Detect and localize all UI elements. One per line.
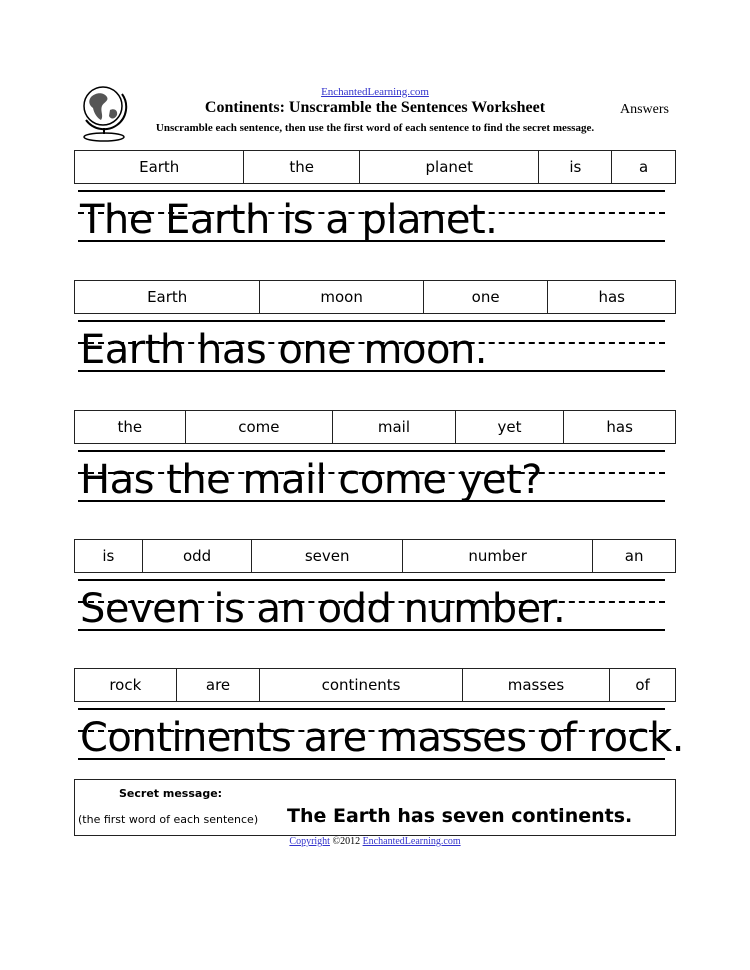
secret-label: Secret message:	[119, 787, 223, 800]
answers-label: Answers	[620, 102, 669, 117]
word-cell: has	[598, 288, 625, 306]
word-cell: masses	[463, 669, 611, 701]
word-cell: the	[244, 151, 360, 183]
word-cell: one	[424, 281, 549, 313]
answer-sentence: Seven is an odd number.	[80, 586, 566, 632]
instructions: Unscramble each sentence, then use the first word of each sentence to find the secret message.	[155, 122, 595, 134]
word-cell: odd	[143, 540, 253, 572]
page-title: Continents: Unscramble the Sentences Worksheet	[204, 99, 546, 116]
word-row	[74, 150, 676, 184]
word-cell: yet	[456, 411, 565, 443]
word-cell: has	[606, 418, 633, 436]
writing-lines	[78, 320, 665, 380]
word-row	[74, 539, 676, 573]
copyright-year: ©2012	[332, 836, 361, 847]
secret-sublabel: (the first word of each sentence)	[78, 813, 259, 826]
footer-site-link[interactable]: EnchantedLearning.com	[362, 836, 461, 847]
answer-sentence: Has the mail come yet?	[80, 457, 542, 503]
writing-lines	[78, 708, 685, 768]
word-cell: number	[403, 540, 593, 572]
word-cell: mail	[333, 411, 456, 443]
writing-lines	[78, 450, 665, 510]
word-cell: continents	[260, 669, 462, 701]
secret-message: The Earth has seven continents.	[287, 805, 633, 827]
word-cell: Earth	[75, 281, 260, 313]
copyright-link[interactable]: Copyright	[289, 836, 330, 847]
answer-sentence: Continents are masses of rock.	[80, 715, 685, 761]
word-cell: of	[635, 676, 650, 694]
word-cell: moon	[260, 281, 423, 313]
word-cell: planet	[360, 151, 539, 183]
word-cell: the	[75, 411, 186, 443]
answer-sentence: The Earth is a planet.	[80, 197, 498, 243]
word-cell: are	[177, 669, 261, 701]
word-cell: seven	[252, 540, 403, 572]
site-link[interactable]: EnchantedLearning.com	[321, 86, 429, 98]
worksheet-header	[0, 0, 750, 145]
word-cell: an	[624, 547, 644, 565]
answer-sentence: Earth has one moon.	[80, 327, 488, 373]
word-row	[74, 668, 676, 702]
word-cell: is	[75, 540, 143, 572]
word-cell: Earth	[75, 151, 244, 183]
writing-lines	[78, 579, 665, 639]
word-row	[74, 410, 676, 444]
word-cell: rock	[75, 669, 177, 701]
footer	[0, 836, 750, 847]
word-row	[74, 280, 676, 314]
word-cell: is	[539, 151, 612, 183]
secret-message-box	[74, 779, 676, 836]
word-cell: come	[186, 411, 334, 443]
writing-lines	[78, 190, 665, 250]
word-cell: a	[639, 158, 649, 176]
